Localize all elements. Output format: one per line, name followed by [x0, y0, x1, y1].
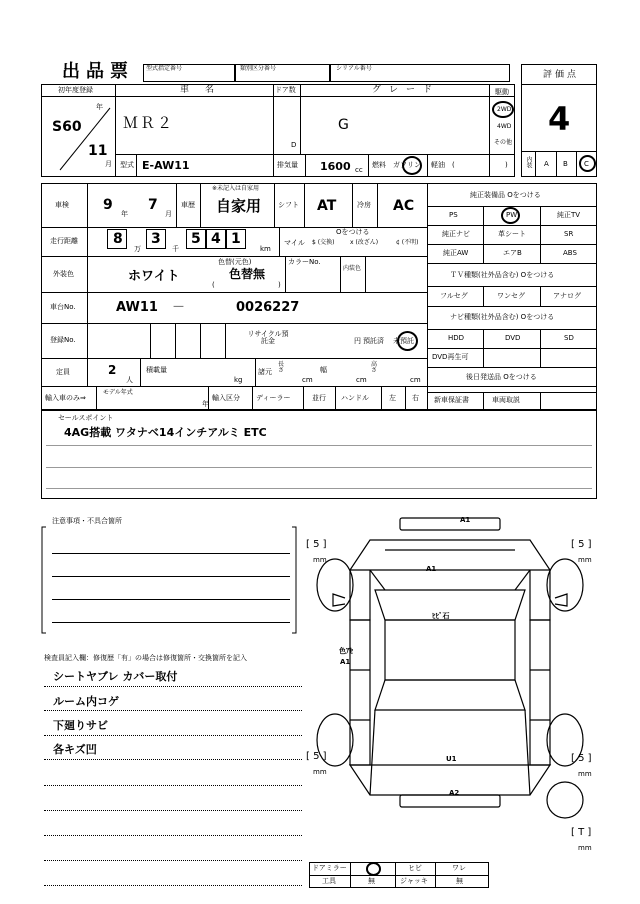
mileage-unit-man: 万 — [134, 245, 141, 253]
interior-label: 内装 — [525, 156, 532, 168]
color-change-paren-open: ( — [212, 281, 215, 289]
equip-pw: PW — [506, 211, 518, 219]
score-value: 4 — [548, 100, 571, 138]
month-unit: 月 — [105, 160, 112, 168]
crack-label: ヒビ — [408, 864, 422, 872]
note-line-1: シートヤブレ カバー取付 — [53, 670, 178, 683]
inspection-month-unit: 月 — [165, 210, 172, 218]
doors-label: ドア数 — [275, 86, 296, 94]
first-reg-label: 初年度登録 — [58, 86, 93, 94]
odo-option-3: ¢ (不明) — [396, 239, 419, 246]
width-label: 幅 — [320, 366, 327, 374]
break-label: ワレ — [452, 864, 466, 872]
mile-label: マイル — [284, 239, 305, 247]
damage-rear-bumper: A2 — [449, 789, 460, 797]
shift: AT — [317, 198, 337, 214]
later-title: 後日発送品 Oをつける — [466, 373, 537, 381]
drive-label: 駆動 — [495, 88, 509, 96]
color-label: 外装色 — [53, 270, 74, 278]
door-unit: D — [291, 141, 297, 149]
shift-label: シフト — [278, 201, 299, 209]
handle-right: 右 — [412, 394, 419, 402]
score-label: 評価点 — [543, 70, 580, 80]
damage-side: A1 — [340, 658, 351, 666]
color: ホワイト — [128, 269, 180, 284]
import-label: 輸入車のみ⇒ — [45, 394, 86, 402]
capacity: 2 — [108, 363, 117, 377]
color-change-paren-close: ) — [278, 281, 281, 289]
note-line-4: 各キズ凹 — [53, 743, 97, 756]
equip-navi: 純正ナビ — [442, 230, 470, 238]
class-number-label: 類別区分番号 — [240, 65, 277, 72]
note-line-3: 下廻りサビ — [53, 719, 108, 732]
chassis-label: 車台No. — [50, 303, 76, 311]
interior-a: A — [544, 160, 549, 168]
tire-front-right-unit: mm — [578, 556, 592, 564]
navi-title: ナビ種類(社外品含む) Oをつける — [450, 313, 555, 321]
history-label: 車歴 — [181, 201, 195, 209]
ac-label: 冷房 — [357, 201, 371, 209]
drive-2wd: 2WD — [497, 106, 512, 113]
load-label: 積載量 — [146, 366, 167, 374]
first-reg-year: S60 — [52, 119, 82, 135]
interior-color-label: 内装色 — [343, 265, 362, 272]
sales-point-box — [41, 410, 597, 499]
interior-b: B — [563, 160, 568, 168]
interior-c: C — [584, 160, 589, 168]
equip-airbag: エアB — [503, 249, 522, 257]
model-year-label: モデル年式 — [103, 389, 133, 396]
reg-no-label: 登録No. — [50, 336, 76, 344]
tire-spare-unit: mm — [578, 844, 592, 852]
handle-left: 左 — [389, 394, 396, 402]
tools-value: 無 — [368, 877, 375, 885]
height-label: 高さ — [371, 361, 378, 374]
displacement-label: 排気量 — [277, 161, 298, 169]
notes-bracket — [40, 525, 300, 635]
mileage-unit-sen: 千 — [172, 245, 179, 253]
color-no-label: カラーNo. — [288, 258, 321, 266]
recycle-selected-circle — [397, 331, 418, 351]
inspection-year: 9 — [103, 197, 113, 213]
later-manual: 車両取説 — [492, 396, 520, 404]
cc-unit: cc — [355, 166, 363, 174]
mileage-label: 走行距離 — [50, 237, 78, 245]
interior-selected-circle — [579, 155, 596, 172]
fuel-label: 燃料 — [372, 161, 386, 169]
length-unit: cm — [302, 376, 313, 384]
navi-hdd: HDD — [448, 334, 465, 342]
model: E-AW11 — [142, 159, 190, 172]
jack-label: ジャッキ — [400, 877, 428, 885]
recycle-deposit: 預託済 — [363, 337, 384, 345]
inspector-label: 検査員記入欄：修復歴「有」の場合は修復箇所・交換箇所を記入 — [44, 654, 247, 662]
tire-spare: [ T ] — [571, 827, 592, 838]
drive-selected-circle — [492, 101, 514, 118]
tire-rear-right-unit: mm — [578, 770, 592, 778]
mirror-label: ドアミラー — [312, 864, 347, 872]
equip-ps: PS — [449, 211, 458, 219]
color-change-label: 色替(元色) — [218, 258, 252, 266]
navi-dvd: DVD — [505, 334, 521, 342]
odo-option-2: x (改ざん) — [350, 239, 379, 246]
inspection-year-unit: 年 — [121, 210, 128, 218]
tire-front-left: [ 5 ] — [306, 539, 327, 550]
damage-front-bumper: A1 — [460, 516, 471, 524]
car-name-label: 車名 — [180, 85, 231, 95]
notes-label: 注意事項・不具合箇所 — [52, 517, 122, 525]
recycle-label: リサイクル預託金 — [247, 330, 289, 345]
chassis-dash: － — [172, 300, 186, 315]
displacement: 1600 — [320, 160, 351, 173]
equipment-title: 純正装備品 Oをつける — [470, 191, 541, 199]
recycle-not: 未預託 — [393, 337, 414, 345]
equip-aw: 純正AW — [443, 249, 469, 257]
chassis-number: 0026227 — [236, 300, 300, 315]
mileage-digit-5: 1 — [231, 231, 241, 247]
sales-point-text: 4AG搭載 ワタナベ14インチアルミ ETC — [64, 426, 267, 439]
fuel-diesel: 軽油 — [431, 161, 445, 169]
tv-oneseg: ワンセグ — [497, 292, 525, 300]
model-label: 型式 — [120, 161, 134, 169]
diagonal-slash — [55, 98, 125, 173]
damage-roof: ﾋﾋﾞ石 — [432, 612, 450, 620]
sales-point-label: セールスポイント — [58, 414, 114, 422]
capacity-label: 定員 — [56, 368, 70, 376]
recycle-unit: 円 — [354, 337, 361, 345]
tire-rear-left-unit: mm — [313, 768, 327, 776]
grade-label: グレード — [372, 85, 441, 95]
equip-abs: ABS — [563, 249, 577, 257]
load-unit: kg — [234, 376, 243, 384]
import-class-label: 輸入区分 — [212, 394, 240, 402]
fuel-paren-open: ( — [452, 161, 455, 169]
import-dealer: ディーラー — [256, 394, 291, 402]
later-warranty: 新車保証書 — [434, 396, 469, 404]
inspection-month: 7 — [148, 197, 158, 213]
tv-fullseg: フルセグ — [440, 292, 468, 300]
page-title: 出品票 — [62, 61, 134, 82]
dvd-playback: DVD再生可 — [432, 353, 469, 361]
damage-trunk: U1 — [446, 755, 457, 763]
jack-value: 無 — [456, 877, 463, 885]
model-designation-label: 型式指定番号 — [146, 65, 183, 72]
history-note: ※未記入は自家用 — [212, 185, 260, 192]
model-year-unit: 年 — [202, 400, 209, 408]
drive-4wd: 4WD — [497, 123, 512, 130]
odo-circle-note: Oをつける — [336, 228, 370, 236]
fuel-gasoline: ガソリン — [393, 161, 421, 169]
equip-leather: 革シート — [498, 230, 526, 238]
mileage-unit-km: km — [260, 245, 271, 253]
tv-analog: アナログ — [553, 292, 581, 300]
tire-rear-left: [ 5 ] — [306, 751, 327, 762]
damage-side-fade: 色ｱｾ — [339, 647, 353, 655]
handle-label: ハンドル — [341, 394, 369, 402]
capacity-unit: 人 — [126, 376, 133, 384]
length-label: 長さ — [278, 361, 285, 374]
mileage-digit-3: 5 — [191, 231, 201, 247]
mileage-digit-4: 4 — [211, 231, 221, 247]
equip-sr: SR — [564, 230, 574, 238]
width-unit: cm — [356, 376, 367, 384]
mirror-selected-circle — [366, 862, 381, 876]
chassis-prefix: AW11 — [116, 300, 158, 315]
mileage-digit-2: 3 — [151, 231, 161, 247]
car-name: ＭＲ２ — [123, 114, 175, 132]
equip-tv: 純正TV — [557, 211, 581, 219]
ac: AC — [393, 198, 415, 214]
color-change: 色替無 — [229, 267, 266, 281]
tools-label: 工具 — [322, 877, 336, 885]
dims-label: 諸元 — [258, 368, 272, 376]
tire-front-left-unit: mm — [313, 556, 327, 564]
fuel-paren-close: ) — [505, 161, 508, 169]
note-line-2: ルーム内コゲ — [53, 695, 119, 708]
navi-sd: SD — [564, 334, 574, 342]
odo-option-1: $ (交換) — [312, 239, 335, 246]
first-reg-month: 11 — [88, 143, 108, 159]
serial-number-label: シリアル番号 — [336, 65, 372, 72]
equip-pw-circle — [501, 207, 520, 224]
drive-other: その他 — [494, 139, 513, 146]
tv-title: ＴＶ種類(社外品含む) Oをつける — [450, 271, 555, 279]
grade: G — [338, 117, 349, 133]
tire-front-right: [ 5 ] — [571, 539, 592, 550]
height-unit: cm — [410, 376, 421, 384]
tire-rear-right: [ 5 ] — [571, 753, 592, 764]
damage-hood: A1 — [426, 565, 437, 573]
mileage-digit-1: 8 — [113, 231, 123, 247]
inspection-label: 車検 — [55, 201, 69, 209]
year-unit: 年 — [96, 103, 103, 111]
fuel-selected-circle — [402, 156, 422, 175]
import-parallel: 並行 — [312, 394, 326, 402]
history: 自家用 — [216, 197, 262, 215]
